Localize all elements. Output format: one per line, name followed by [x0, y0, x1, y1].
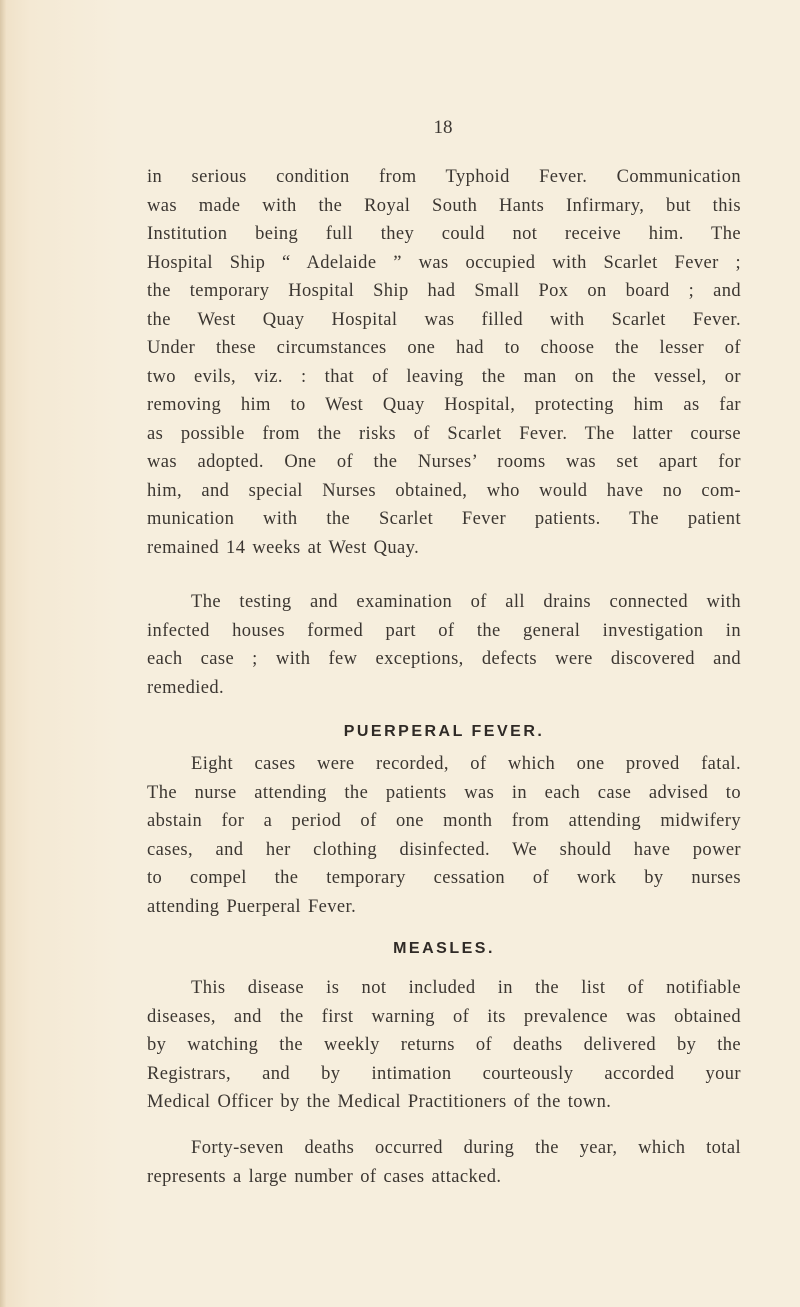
text-line: The testing and examination of all drains connected with: [191, 592, 741, 612]
paragraph-measles: [147, 974, 741, 1117]
text-line: remedied.: [147, 677, 225, 698]
text-line: attending Puerperal Fever.: [147, 896, 357, 917]
text-line: The nurse attending the patients was in each case advised to: [147, 782, 741, 803]
text-line: Registrars, and by intimation courteously accorded your: [147, 1063, 741, 1084]
page-number: 18: [433, 117, 453, 138]
text-line: abstain for a period of one month from attending midwifery: [147, 811, 741, 831]
text-line: was made with the Royal South Hants Infirmary, but this: [147, 195, 741, 216]
text-line: infected houses formed part of the general investigation in: [147, 620, 741, 641]
text-line: Medical Officer by the Medical Practitioners of the town.: [147, 1092, 612, 1112]
text-line: diseases, and the first warning of its prevalence was obtained: [147, 1006, 741, 1027]
heading-puerperal-fever: PUERPERAL FEVER.: [343, 723, 545, 740]
text-line: Eight cases were recorded, of which one proved fatal.: [191, 754, 741, 774]
text-line: the temporary Hospital Ship had Small Pox on board ; and: [147, 281, 741, 301]
text-line: Forty-seven deaths occurred during the year, which total: [191, 1138, 741, 1158]
paragraph-typhoid-case: [147, 163, 741, 562]
text-line: munication with the Scarlet Fever patients. The patient: [147, 509, 741, 529]
text-line: in serious condition from Typhoid Fever. Communication: [147, 167, 741, 187]
text-line: Under these circumstances one had to choose the lesser of: [147, 338, 741, 358]
paragraph-drain-testing: [147, 588, 741, 702]
page-edge-shadow: [0, 0, 6, 1307]
text-line: by watching the weekly returns of deaths delivered by the: [147, 1035, 741, 1055]
text-line: represents a large number of cases attacked.: [147, 1166, 502, 1187]
text-line: the West Quay Hospital was filled with Scarlet Fever.: [147, 309, 741, 330]
text-line: to compel the temporary cessation of work by nurses: [147, 868, 741, 888]
text-line: two evils, viz. : that of leaving the man on the vessel, or: [147, 366, 741, 387]
text-line: as possible from the risks of Scarlet Fever. The latter course: [147, 423, 741, 444]
text-line: was adopted. One of the Nurses’ rooms was set apart for: [147, 452, 741, 472]
text-line: him, and special Nurses obtained, who would have no com-: [147, 480, 741, 501]
paragraph-puerperal-fever: [147, 750, 741, 921]
text-line: cases, and her clothing disinfected. We should have power: [147, 839, 741, 860]
heading-measles: MEASLES.: [393, 940, 495, 957]
text-line: remained 14 weeks at West Quay.: [147, 537, 420, 558]
text-line: This disease is not included in the list of notifiable: [191, 978, 741, 998]
text-line: Hospital Ship “ Adelaide ” was occupied with Scarlet Fever ;: [147, 252, 741, 273]
text-line: removing him to West Quay Hospital, protecting him as far: [147, 395, 741, 415]
text-line: each case ; with few exceptions, defects were discovered and: [147, 649, 741, 669]
paragraph-measles-deaths: [147, 1134, 741, 1191]
text-line: Institution being full they could not receive him. The: [147, 224, 741, 244]
